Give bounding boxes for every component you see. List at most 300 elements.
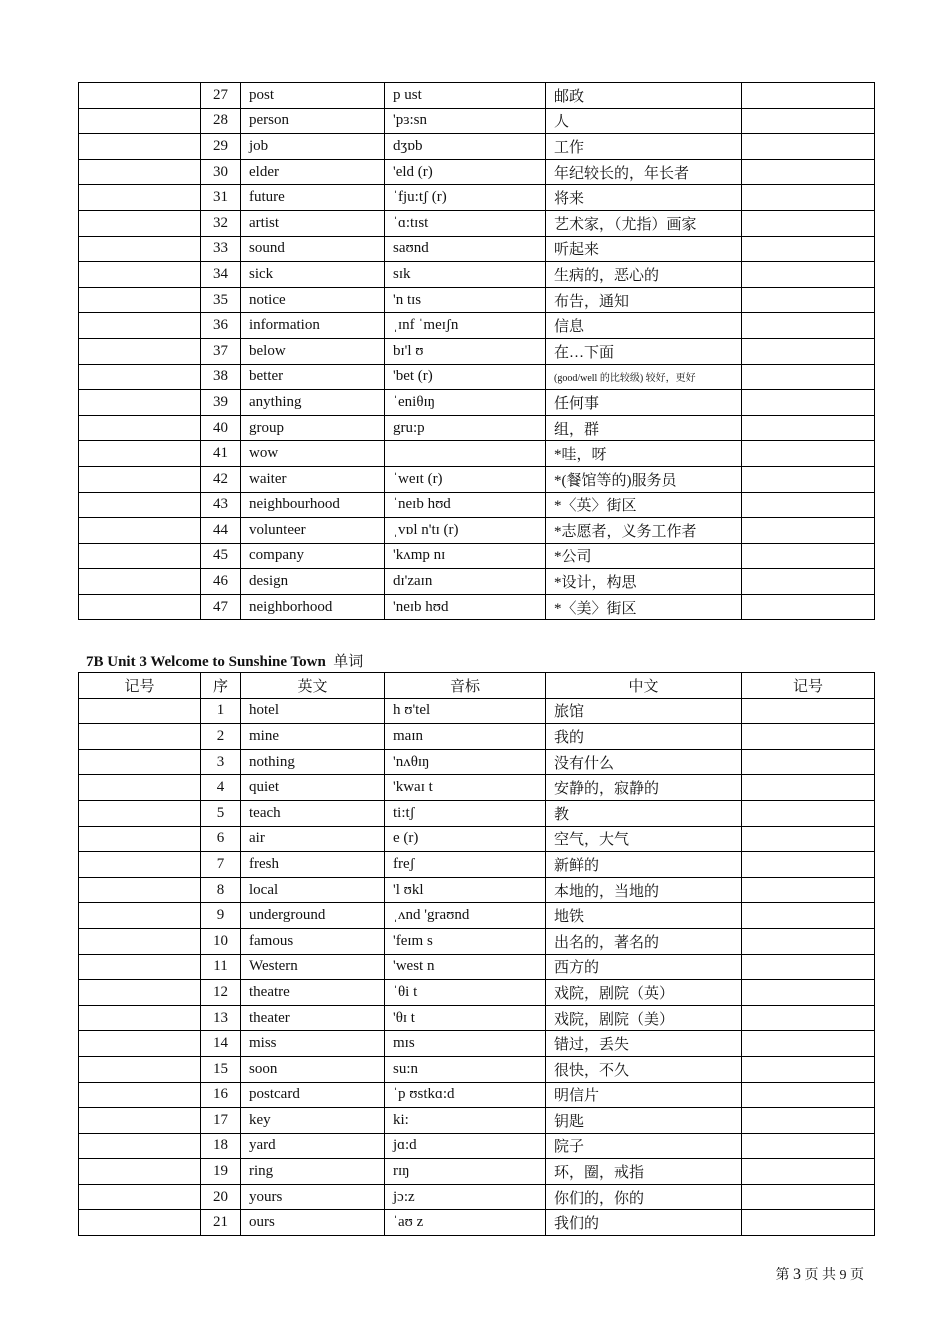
english-cell: notice [241, 287, 385, 313]
mark-cell [79, 185, 201, 211]
english-cell: local [241, 877, 385, 903]
table-row [79, 543, 875, 569]
english-cell: quiet [241, 775, 385, 801]
english-cell: Western [241, 954, 385, 980]
mark-cell-2 [742, 698, 875, 724]
chinese-cell: 将来 [546, 185, 742, 211]
mark-cell [79, 1159, 201, 1185]
phonetic-cell: ˈweɪt (r) [385, 466, 546, 492]
mark-cell [79, 775, 201, 801]
phonetic-cell: sɪk [385, 262, 546, 288]
phonetic-cell: 'l ʊkl [385, 877, 546, 903]
mark-cell-2 [742, 1005, 875, 1031]
number-cell: 28 [201, 108, 241, 134]
mark-cell-2 [742, 108, 875, 134]
english-cell: theater [241, 1005, 385, 1031]
number-cell: 29 [201, 134, 241, 160]
english-cell: ring [241, 1159, 385, 1185]
english-cell: design [241, 569, 385, 595]
mark-cell [79, 1082, 201, 1108]
mark-cell [79, 287, 201, 313]
mark-cell-2 [742, 287, 875, 313]
table-row [79, 594, 875, 620]
number-cell: 15 [201, 1056, 241, 1082]
number-cell: 16 [201, 1082, 241, 1108]
number-cell: 7 [201, 852, 241, 878]
table-row [79, 185, 875, 211]
english-cell: group [241, 415, 385, 441]
table-row [79, 1210, 875, 1236]
table-row [79, 1133, 875, 1159]
mark-cell [79, 749, 201, 775]
mark-cell-2 [742, 1108, 875, 1134]
chinese-cell: *〈美〉街区 [546, 594, 742, 620]
english-cell: soon [241, 1056, 385, 1082]
table-row [79, 108, 875, 134]
mark-cell [79, 364, 201, 390]
chinese-cell: 西方的 [546, 954, 742, 980]
number-cell: 18 [201, 1133, 241, 1159]
number-cell: 5 [201, 800, 241, 826]
mark-cell-2 [742, 1159, 875, 1185]
mark-cell [79, 980, 201, 1006]
chinese-cell: 安静的，寂静的 [546, 775, 742, 801]
phonetic-cell: 'kʌmp nɪ [385, 543, 546, 569]
mark-cell-2 [742, 1184, 875, 1210]
mark-cell-2 [742, 543, 875, 569]
number-cell: 10 [201, 928, 241, 954]
mark-cell-2 [742, 236, 875, 262]
phonetic-cell: 'θɪ t [385, 1005, 546, 1031]
english-cell: key [241, 1108, 385, 1134]
mark-cell-2 [742, 1056, 875, 1082]
number-cell: 19 [201, 1159, 241, 1185]
chinese-cell: 年纪较长的，年长者 [546, 159, 742, 185]
mark-cell-2 [742, 928, 875, 954]
mark-cell-2 [742, 1133, 875, 1159]
number-cell: 38 [201, 364, 241, 390]
number-cell: 27 [201, 83, 241, 109]
mark-cell-2 [742, 724, 875, 750]
mark-cell-2 [742, 338, 875, 364]
chinese-cell: 你们的，你的 [546, 1184, 742, 1210]
number-cell: 12 [201, 980, 241, 1006]
chinese-cell: 布告，通知 [546, 287, 742, 313]
mark-cell [79, 108, 201, 134]
english-cell: below [241, 338, 385, 364]
number-cell: 45 [201, 543, 241, 569]
mark-cell [79, 236, 201, 262]
mark-cell-2 [742, 313, 875, 339]
chinese-cell: 我们的 [546, 1210, 742, 1236]
mark-cell-2 [742, 980, 875, 1006]
mark-cell [79, 313, 201, 339]
chinese-cell: 生病的，恶心的 [546, 262, 742, 288]
table-row [79, 364, 875, 390]
chinese-cell: *(餐馆等的)服务员 [546, 466, 742, 492]
chinese-cell: 地铁 [546, 903, 742, 929]
mark-cell [79, 518, 201, 544]
chinese-cell: 没有什么 [546, 749, 742, 775]
mark-cell [79, 338, 201, 364]
number-cell: 1 [201, 698, 241, 724]
number-cell: 40 [201, 415, 241, 441]
mark-cell-2 [742, 415, 875, 441]
table-row [79, 415, 875, 441]
table-row [79, 338, 875, 364]
page-total: 9 [839, 1268, 847, 1283]
mark-cell [79, 466, 201, 492]
table-row [79, 83, 875, 109]
phonetic-cell: ki: [385, 1108, 546, 1134]
english-cell: ours [241, 1210, 385, 1236]
table-row [79, 749, 875, 775]
header-phonetic: 音标 [385, 673, 546, 699]
table-row [79, 724, 875, 750]
mark-cell-2 [742, 134, 875, 160]
chinese-cell: 听起来 [546, 236, 742, 262]
mark-cell [79, 826, 201, 852]
chinese-cell: 本地的，当地的 [546, 877, 742, 903]
mark-cell [79, 954, 201, 980]
table-row [79, 210, 875, 236]
table-row [79, 466, 875, 492]
english-cell: miss [241, 1031, 385, 1057]
chinese-cell: 新鲜的 [546, 852, 742, 878]
number-cell: 11 [201, 954, 241, 980]
section-title [86, 650, 363, 671]
mark-cell-2 [742, 83, 875, 109]
number-cell: 8 [201, 877, 241, 903]
chinese-cell: 艺术家，（尤指）画家 [546, 210, 742, 236]
english-cell: hotel [241, 698, 385, 724]
mark-cell [79, 724, 201, 750]
footer-prefix: 第 [775, 1268, 790, 1283]
mark-cell-2 [742, 800, 875, 826]
mark-cell-2 [742, 518, 875, 544]
mark-cell [79, 134, 201, 160]
english-cell: fresh [241, 852, 385, 878]
chinese-cell: 戏院，剧院（美） [546, 1005, 742, 1031]
footer-middle: 页 共 [804, 1268, 836, 1283]
mark-cell [79, 543, 201, 569]
table-row [79, 236, 875, 262]
phonetic-cell: e (r) [385, 826, 546, 852]
english-cell: anything [241, 390, 385, 416]
table-row [79, 159, 875, 185]
phonetic-cell: jɔ:z [385, 1184, 546, 1210]
english-cell: sound [241, 236, 385, 262]
mark-cell [79, 83, 201, 109]
phonetic-cell: 'eld (r) [385, 159, 546, 185]
phonetic-cell: ˈfju:tʃ (r) [385, 185, 546, 211]
table-row [79, 954, 875, 980]
mark-cell [79, 1108, 201, 1134]
mark-cell [79, 852, 201, 878]
table-row [79, 800, 875, 826]
chinese-cell: 教 [546, 800, 742, 826]
number-cell: 6 [201, 826, 241, 852]
mark-cell [79, 1210, 201, 1236]
chinese-cell: 钥匙 [546, 1108, 742, 1134]
phonetic-cell: 'bet (r) [385, 364, 546, 390]
mark-cell [79, 159, 201, 185]
mark-cell-2 [742, 185, 875, 211]
table-row [79, 569, 875, 595]
chinese-cell: 工作 [546, 134, 742, 160]
number-cell: 43 [201, 492, 241, 518]
number-cell: 20 [201, 1184, 241, 1210]
phonetic-cell: ˈθi t [385, 980, 546, 1006]
table-row [79, 518, 875, 544]
number-cell: 3 [201, 749, 241, 775]
mark-cell [79, 415, 201, 441]
mark-cell-2 [742, 877, 875, 903]
number-cell: 37 [201, 338, 241, 364]
phonetic-cell: mɪs [385, 1031, 546, 1057]
chinese-cell: 很快，不久 [546, 1056, 742, 1082]
table-row [79, 1108, 875, 1134]
english-cell: neighborhood [241, 594, 385, 620]
table-row [79, 928, 875, 954]
chinese-cell: *志愿者，义务工作者 [546, 518, 742, 544]
english-cell: postcard [241, 1082, 385, 1108]
english-cell: information [241, 313, 385, 339]
table-row [79, 852, 875, 878]
chinese-cell: 空气，大气 [546, 826, 742, 852]
vocab-table-body [79, 83, 875, 620]
english-cell: future [241, 185, 385, 211]
vocab-table-unit3 [78, 672, 875, 1236]
mark-cell-2 [742, 364, 875, 390]
mark-cell-2 [742, 262, 875, 288]
table-row [79, 390, 875, 416]
number-cell: 39 [201, 390, 241, 416]
english-cell: waiter [241, 466, 385, 492]
phonetic-cell: ˈaʊ z [385, 1210, 546, 1236]
mark-cell-2 [742, 1031, 875, 1057]
mark-cell-2 [742, 466, 875, 492]
mark-cell [79, 1133, 201, 1159]
mark-cell [79, 928, 201, 954]
mark-cell [79, 1031, 201, 1057]
table-row [79, 775, 875, 801]
english-cell: nothing [241, 749, 385, 775]
english-cell: elder [241, 159, 385, 185]
table-row [79, 1031, 875, 1057]
number-cell: 34 [201, 262, 241, 288]
phonetic-cell: 'pɜ:sn [385, 108, 546, 134]
chinese-cell: 任何事 [546, 390, 742, 416]
number-cell: 13 [201, 1005, 241, 1031]
english-cell: sick [241, 262, 385, 288]
english-cell: teach [241, 800, 385, 826]
phonetic-cell: h ʊ'tel [385, 698, 546, 724]
mark-cell [79, 800, 201, 826]
phonetic-cell: 'feɪm s [385, 928, 546, 954]
english-cell: air [241, 826, 385, 852]
chinese-cell: *〈英〉街区 [546, 492, 742, 518]
english-cell: person [241, 108, 385, 134]
english-cell: underground [241, 903, 385, 929]
phonetic-cell: freʃ [385, 852, 546, 878]
phonetic-cell: saʊnd [385, 236, 546, 262]
number-cell: 14 [201, 1031, 241, 1057]
phonetic-cell: jɑ:d [385, 1133, 546, 1159]
number-cell: 42 [201, 466, 241, 492]
chinese-cell: 信息 [546, 313, 742, 339]
phonetic-cell: bɪ'l ʊ [385, 338, 546, 364]
table-row [79, 262, 875, 288]
table-row [79, 877, 875, 903]
number-cell: 21 [201, 1210, 241, 1236]
number-cell: 33 [201, 236, 241, 262]
mark-cell-2 [742, 826, 875, 852]
chinese-cell: 我的 [546, 724, 742, 750]
chinese-cell: 出名的，著名的 [546, 928, 742, 954]
phonetic-cell: dɪ'zaɪn [385, 569, 546, 595]
table-row [79, 1082, 875, 1108]
phonetic-cell: ˌvɒl n'tɪ (r) [385, 518, 546, 544]
phonetic-cell: su:n [385, 1056, 546, 1082]
mark-cell [79, 1184, 201, 1210]
vocab-table-body [79, 698, 875, 1235]
chinese-cell: *哇，呀 [546, 441, 742, 467]
english-cell: yours [241, 1184, 385, 1210]
phonetic-cell: maɪn [385, 724, 546, 750]
phonetic-cell: ˈeniθɪŋ [385, 390, 546, 416]
phonetic-cell: 'neɪb hʊd [385, 594, 546, 620]
number-cell: 31 [201, 185, 241, 211]
table-row [79, 313, 875, 339]
mark-cell-2 [742, 390, 875, 416]
page-number: 3 [793, 1266, 801, 1283]
vocab-table-unit2 [78, 82, 875, 620]
header-chinese: 中文 [546, 673, 742, 699]
english-cell: post [241, 83, 385, 109]
table-row [79, 134, 875, 160]
number-cell: 35 [201, 287, 241, 313]
header-english: 英文 [241, 673, 385, 699]
number-cell: 30 [201, 159, 241, 185]
mark-cell [79, 262, 201, 288]
phonetic-cell: 'nʌθɪŋ [385, 749, 546, 775]
number-cell: 17 [201, 1108, 241, 1134]
english-cell: yard [241, 1133, 385, 1159]
mark-cell-2 [742, 594, 875, 620]
number-cell: 9 [201, 903, 241, 929]
chinese-cell: 戏院，剧院（英） [546, 980, 742, 1006]
table-row [79, 826, 875, 852]
mark-cell-2 [742, 159, 875, 185]
table-row [79, 441, 875, 467]
phonetic-cell: ˈneɪb hʊd [385, 492, 546, 518]
chinese-cell: 旅馆 [546, 698, 742, 724]
english-cell: mine [241, 724, 385, 750]
phonetic-cell: ti:tʃ [385, 800, 546, 826]
table-header-row [79, 673, 875, 699]
phonetic-cell: p ust [385, 83, 546, 109]
mark-cell [79, 390, 201, 416]
chinese-cell: 明信片 [546, 1082, 742, 1108]
number-cell: 2 [201, 724, 241, 750]
header-mark: 记号 [79, 673, 201, 699]
phonetic-cell: ˈp ʊstkɑ:d [385, 1082, 546, 1108]
number-cell: 41 [201, 441, 241, 467]
number-cell: 47 [201, 594, 241, 620]
mark-cell [79, 441, 201, 467]
phonetic-cell: ˈɑ:tɪst [385, 210, 546, 236]
mark-cell-2 [742, 210, 875, 236]
phonetic-cell: rɪŋ [385, 1159, 546, 1185]
chinese-cell: *公司 [546, 543, 742, 569]
table-row [79, 980, 875, 1006]
mark-cell [79, 1005, 201, 1031]
english-cell: job [241, 134, 385, 160]
header-number: 序 [201, 673, 241, 699]
mark-cell [79, 594, 201, 620]
english-cell: company [241, 543, 385, 569]
phonetic-cell: ˌɪnf ˈmeɪʃn [385, 313, 546, 339]
mark-cell-2 [742, 1210, 875, 1236]
phonetic-cell: gru:p [385, 415, 546, 441]
mark-cell [79, 698, 201, 724]
phonetic-cell: dʒɒb [385, 134, 546, 160]
chinese-cell: 邮政 [546, 83, 742, 109]
mark-cell-2 [742, 569, 875, 595]
english-cell: wow [241, 441, 385, 467]
phonetic-cell: ˌʌnd 'graʊnd [385, 903, 546, 929]
table-row [79, 698, 875, 724]
phonetic-cell: 'n tɪs [385, 287, 546, 313]
table-row [79, 1184, 875, 1210]
english-cell: artist [241, 210, 385, 236]
mark-cell-2 [742, 1082, 875, 1108]
chinese-cell: 在…下面 [546, 338, 742, 364]
chinese-cell: 院子 [546, 1133, 742, 1159]
page-footer [776, 1264, 865, 1284]
mark-cell [79, 877, 201, 903]
number-cell: 4 [201, 775, 241, 801]
footer-suffix: 页 [850, 1268, 864, 1283]
english-cell: volunteer [241, 518, 385, 544]
mark-cell-2 [742, 954, 875, 980]
section-title-bold: 7B Unit 3 Welcome to Sunshine Town [86, 654, 326, 670]
table-row [79, 1005, 875, 1031]
phonetic-cell: 'kwaɪ t [385, 775, 546, 801]
number-cell: 44 [201, 518, 241, 544]
header-mark-2: 记号 [742, 673, 875, 699]
number-cell: 36 [201, 313, 241, 339]
chinese-cell: (good/well 的比较级) 较好，更好 [546, 364, 742, 390]
mark-cell [79, 492, 201, 518]
mark-cell-2 [742, 749, 875, 775]
mark-cell-2 [742, 775, 875, 801]
chinese-cell: 错过，丢失 [546, 1031, 742, 1057]
english-cell: neighbourhood [241, 492, 385, 518]
chinese-cell: 人 [546, 108, 742, 134]
table-row [79, 287, 875, 313]
mark-cell [79, 903, 201, 929]
mark-cell [79, 210, 201, 236]
mark-cell-2 [742, 492, 875, 518]
table-row [79, 1159, 875, 1185]
mark-cell [79, 1056, 201, 1082]
number-cell: 46 [201, 569, 241, 595]
table-row [79, 903, 875, 929]
mark-cell-2 [742, 852, 875, 878]
table-row [79, 492, 875, 518]
